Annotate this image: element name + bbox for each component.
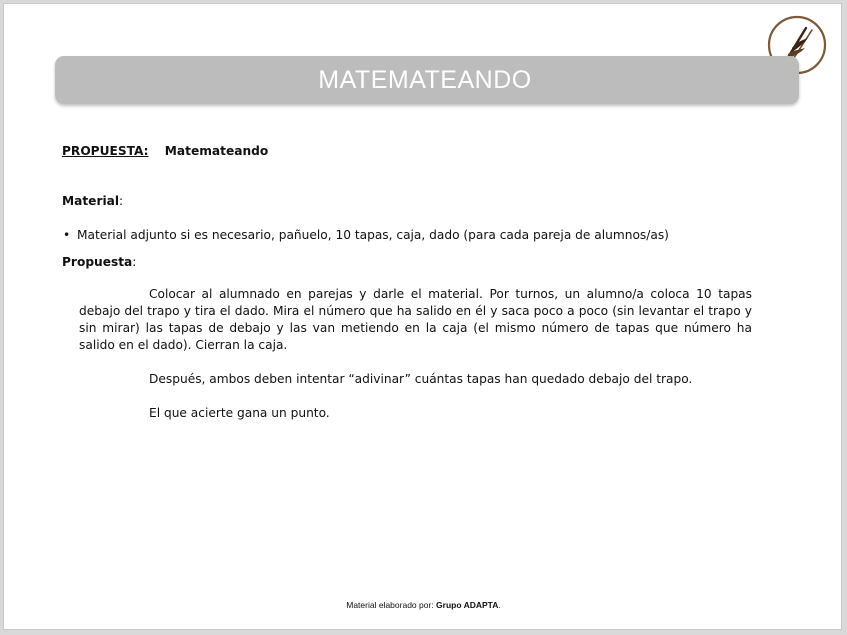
footer-suffix: . <box>498 600 501 610</box>
footer-group: Grupo ADAPTA <box>436 600 499 610</box>
list-item: • Material adjunto si es necesario, pañuelo, 10 tapas, caja, dado (para cada pareja de alumnos/as) <box>63 228 669 242</box>
page-title: MATEMATEANDO <box>318 65 532 94</box>
footer-prefix: Material elaborado por: <box>346 600 434 610</box>
proposal-name: Matemateando <box>164 144 269 158</box>
proposal-label: PROPUESTA: <box>62 144 149 158</box>
proposal-heading <box>62 143 752 163</box>
title-banner <box>55 56 799 104</box>
document-body <box>62 143 752 422</box>
guess-paragraph: Después, ambos deben intentar “adivinar” cuántas tapas han quedado debajo del trapo. <box>149 372 693 386</box>
proposal-section-heading: Propuesta: <box>62 255 137 269</box>
footer-credit <box>0 600 847 610</box>
instructions-paragraph: Colocar al alumnado en parejas y darle el material. Por turnos, un alumno/a coloca 10 tapas debajo del trapo y tira el dado. Mira el número que ha salido en él y saca poco a poco (sin levantar el trapo y sin mirar) las tapas de debajo y las van metiendo en la caja (el mismo número de tapas que número ha salido en el dado). Cierran la caja. <box>79 287 752 352</box>
material-heading: Material: <box>62 194 124 208</box>
material-list <box>62 227 752 244</box>
scoring-paragraph: El que acierte gana un punto. <box>149 406 330 420</box>
bullet-icon: • <box>63 228 71 242</box>
